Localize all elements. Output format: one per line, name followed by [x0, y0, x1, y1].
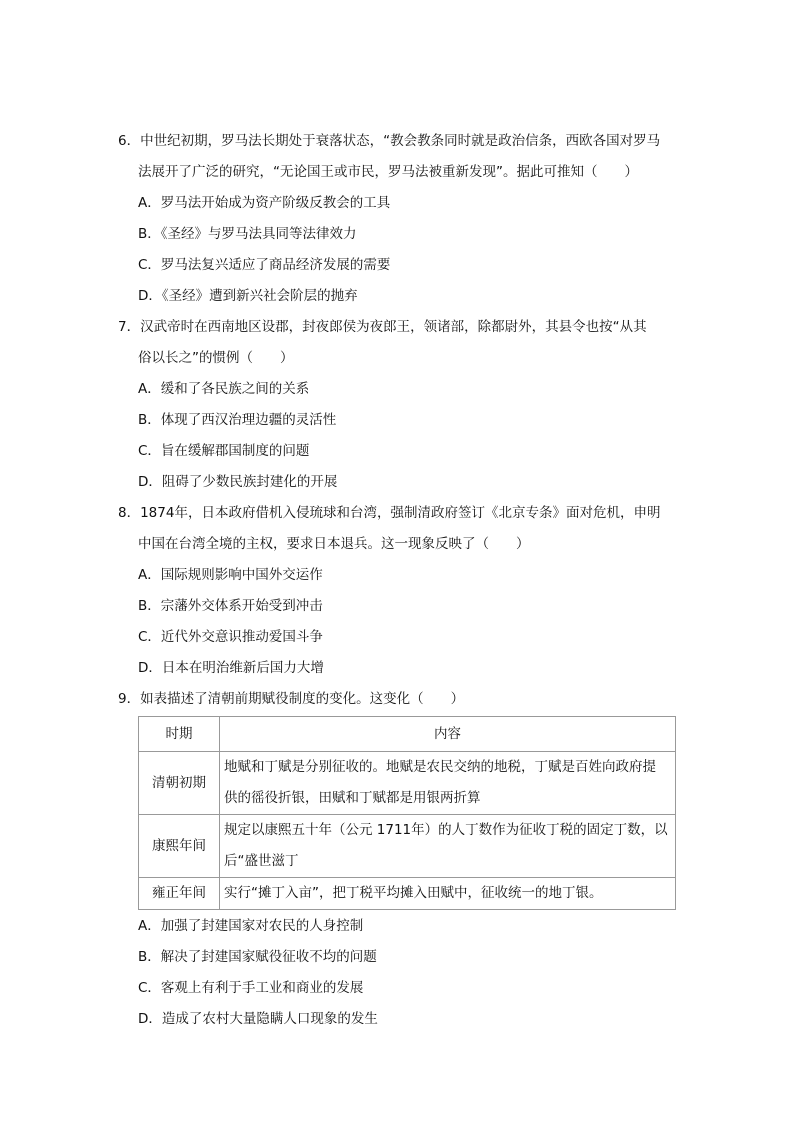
question-9-option-b: B．解决了封建国家赋役征收不均的问题 — [138, 949, 377, 965]
question-8 — [118, 498, 678, 684]
table-cell-content-line: 后“盛世滋丁 — [224, 853, 299, 869]
table-cell-content-line: 实行“摊丁入亩”，把丁税平均摊入田赋中，征收统一的地丁银。 — [224, 885, 603, 901]
question-8-option-d: D．日本在明治维新后国力大增 — [138, 660, 324, 676]
table-cell-period: 康熙年间 — [139, 815, 220, 878]
question-8-option-b: B．宗藩外交体系开始受到冲击 — [138, 598, 323, 614]
question-7-option-a: A．缓和了各民族之间的关系 — [138, 381, 310, 397]
table-cell-content — [220, 878, 676, 910]
question-9 — [118, 684, 678, 1035]
table-cell-period: 雍正年间 — [139, 878, 220, 910]
question-list — [118, 126, 678, 1035]
table-row — [139, 878, 676, 910]
question-7-option-b: B．体现了西汉治理边疆的灵活性 — [138, 412, 337, 428]
question-6-option-c: C．罗马法复兴适应了商品经济发展的需要 — [138, 257, 391, 273]
question-7-option-d: D．阻碍了少数民族封建化的开展 — [138, 474, 338, 490]
table-cell-content — [220, 815, 676, 878]
table-cell-content — [220, 752, 676, 815]
question-6-option-a: A．罗马法开始成为资产阶级反教会的工具 — [138, 195, 391, 211]
question-8-option-c: C．近代外交意识推动爱国斗争 — [138, 629, 323, 645]
question-6 — [118, 126, 678, 312]
table-row — [139, 752, 676, 815]
question-9-stem: 9．如表描述了清朝前期赋役制度的变化。这变化（ ） — [118, 691, 465, 707]
table-row — [139, 815, 676, 878]
question-7 — [118, 312, 678, 498]
question-9-option-d: D．造成了农村大量隐瞒人口现象的发生 — [138, 1011, 378, 1027]
question-9-option-a: A．加强了封建国家对农民的人身控制 — [138, 918, 364, 934]
question-6-stem-line-1: 6．中世纪初期，罗马法长期处于衰落状态，“教会教条同时就是政治信条，西欧各国对罗马 — [118, 133, 661, 149]
question-6-option-d: D．《圣经》遭到新兴社会阶层的抛弃 — [138, 288, 358, 304]
question-7-option-c: C．旨在缓解郡国制度的问题 — [138, 443, 310, 459]
question-6-stem-line-2: 法展开了广泛的研究，“无论国王或市民，罗马法被重新发现”。据此可推知（ ） — [138, 164, 638, 180]
question-9-option-c: C．客观上有利于手工业和商业的发展 — [138, 980, 364, 996]
table-cell-period: 清朝初期 — [139, 752, 220, 815]
tax-system-table — [138, 716, 676, 910]
table-cell-content-line: 规定以康熙五十年（公元 1711年）的人丁数作为征收丁税的固定丁数，以 — [224, 822, 668, 838]
question-7-stem-line-1: 7．汉武帝时在西南地区设郡，封夜郎侯为夜郎王，领诸部，除都尉外，其县令也按“从其 — [118, 319, 647, 335]
question-8-stem-line-1: 8．1874年，日本政府借机入侵琉球和台湾，强制清政府签订《北京专条》面对危机，申明 — [118, 505, 661, 521]
table-cell-content-line: 地赋和丁赋是分别征收的。地赋是农民交纳的地税，丁赋是百姓向政府提 — [224, 759, 656, 775]
table-header-period: 时期 — [139, 717, 220, 752]
table-header-content: 内容 — [220, 717, 676, 752]
table-header-row — [139, 717, 676, 752]
question-8-stem-line-2: 中国在台湾全境的主权，要求日本退兵。这一现象反映了（ ） — [138, 536, 530, 552]
question-7-stem-line-2: 俗以长之”的惯例（ ） — [138, 350, 294, 366]
question-8-option-a: A．国际规则影响中国外交运作 — [138, 567, 323, 583]
question-6-option-b: B．《圣经》与罗马法具同等法律效力 — [138, 226, 357, 242]
table-cell-content-line: 供的徭役折银，田赋和丁赋都是用银两折算 — [224, 790, 481, 806]
